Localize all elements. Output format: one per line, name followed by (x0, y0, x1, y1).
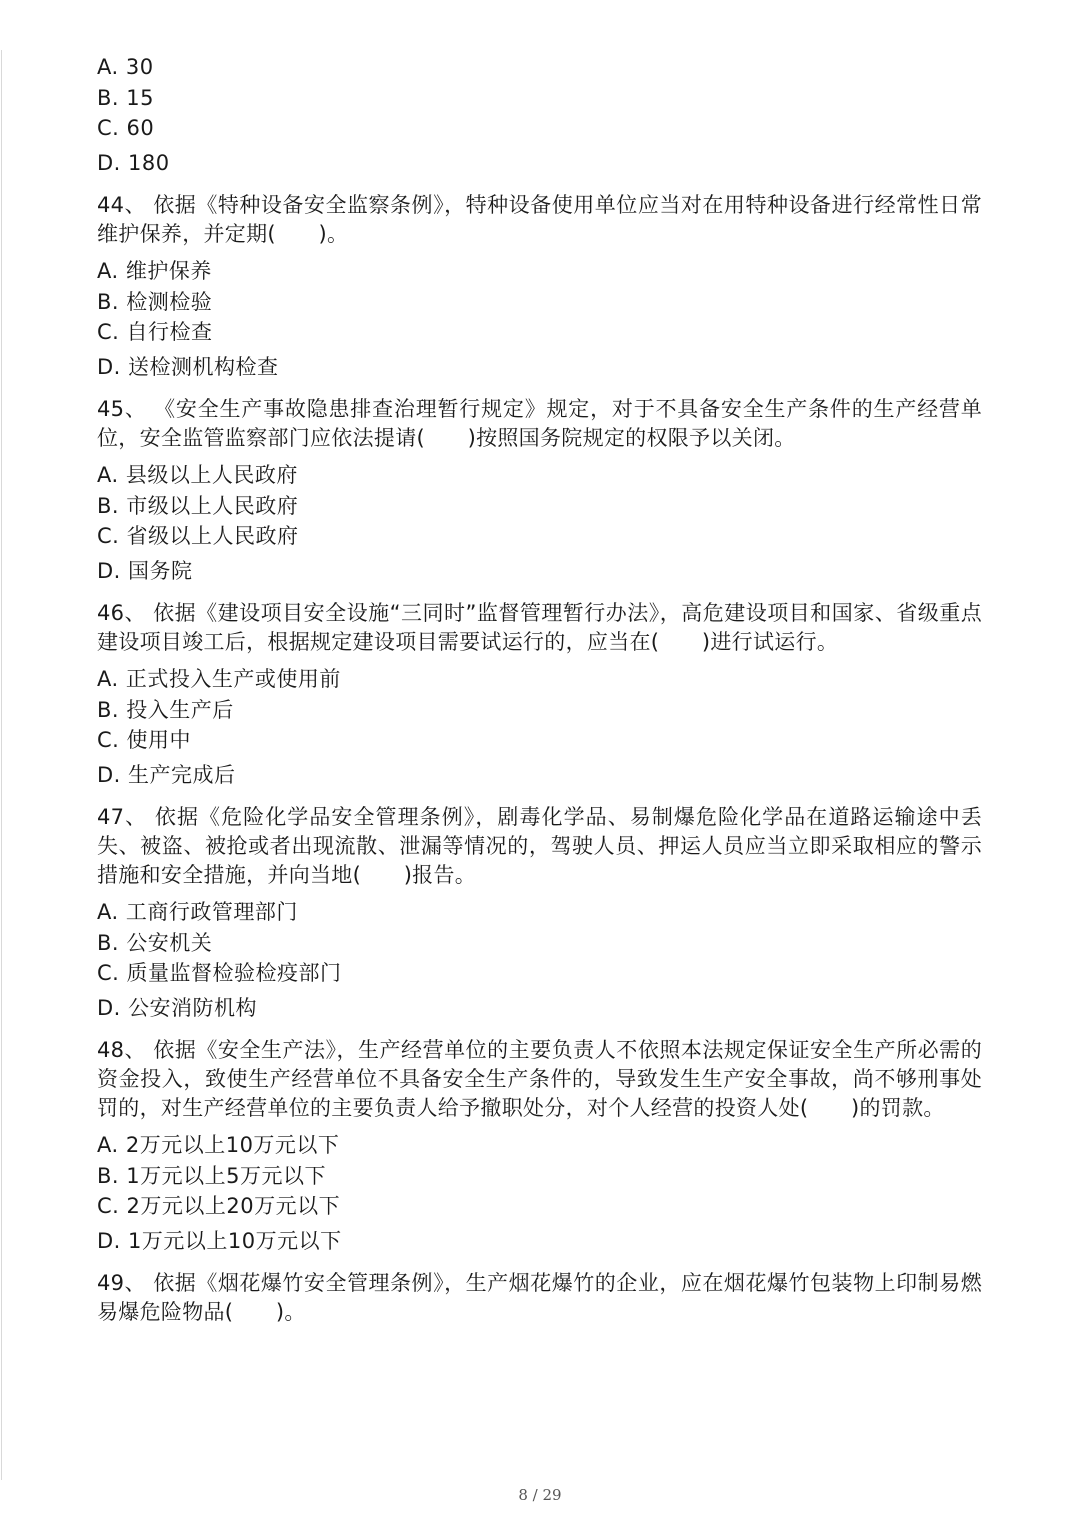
question-stem: 46、 依据《建设项目安全设施“三同时”监督管理暂行办法》，高危建设项目和国家、省级重点建设项目竣工后，根据规定建设项目需要试运行的，应当在( )进行试运行。 (97, 601, 982, 654)
option-b: B. 市级以上人民政府 (97, 493, 299, 518)
option-d: D. 1万元以上10万元以下 (97, 1228, 342, 1253)
option-b: B. 15 (97, 85, 154, 110)
question-stem: 49、 依据《烟花爆竹安全管理条例》，生产烟花爆竹的企业，应在烟花爆竹包装物上印制易燃易爆危险物品( )。 (97, 1271, 982, 1324)
question-46 (97, 599, 982, 790)
option-d: D. 180 (97, 150, 170, 175)
option-c: C. 2万元以上20万元以下 (97, 1194, 341, 1218)
option-c: C. 省级以上人民政府 (97, 524, 299, 548)
option-d: D. 国务院 (97, 558, 193, 583)
question-44 (97, 191, 982, 382)
option-a: A. 县级以上人民政府 (97, 463, 298, 487)
option-c: C. 自行检查 (97, 320, 213, 344)
option-b: B. 投入生产后 (97, 697, 234, 722)
option-c: C. 质量监督检验检疫部门 (97, 961, 342, 985)
question-stem: 47、 依据《危险化学品安全管理条例》，剧毒化学品、易制爆危险化学品在道路运输途中丢失、被盗、被抢或者出现流散、泄漏等情况的，驾驶人员、押运人员应当立即采取相应的警示措施和安全措施，并向当地( )报告。 (97, 805, 982, 887)
question-stem: 48、 依据《安全生产法》，生产经营单位的主要负责人不依照本法规定保证安全生产所必需的资金投入，致使生产经营单位不具备安全生产条件的，导致发生生产安全事故，尚不够刑事处罚的，对生产经营单位的主要负责人给予撤职处分，对个人经营的投资人处( )的罚款。 (97, 1038, 982, 1120)
document-body (97, 52, 982, 1334)
question-49 (97, 1269, 982, 1327)
option-d: D. 公安消防机构 (97, 995, 258, 1020)
page-number: 8 / 29 (518, 1486, 562, 1504)
option-a: A. 30 (97, 55, 154, 79)
option-a: A. 正式投入生产或使用前 (97, 667, 341, 691)
question-stem: 45、 《安全生产事故隐患排查治理暂行规定》规定，对于不具备安全生产条件的生产经营单位，安全监管监察部门应依法提请( )按照国务院规定的权限予以关闭。 (97, 397, 982, 450)
option-a: A. 2万元以上10万元以下 (97, 1133, 340, 1157)
option-d: D. 送检测机构检查 (97, 354, 279, 379)
option-c: C. 60 (97, 116, 155, 140)
question-48 (97, 1036, 982, 1256)
option-b: B. 公安机关 (97, 930, 213, 955)
option-a: A. 工商行政管理部门 (97, 900, 298, 924)
option-b: B. 1万元以上5万元以下 (97, 1163, 326, 1188)
question-47 (97, 803, 982, 1023)
option-b: B. 检测检验 (97, 289, 213, 314)
option-a: A. 维护保养 (97, 259, 212, 283)
page-left-border (1, 50, 2, 1480)
question-43-options (97, 52, 982, 178)
question-stem: 44、 依据《特种设备安全监察条例》，特种设备使用单位应当对在用特种设备进行经常性日常维护保养，并定期( )。 (97, 193, 982, 246)
option-c: C. 使用中 (97, 728, 192, 752)
option-d: D. 生产完成后 (97, 762, 236, 787)
question-45 (97, 395, 982, 586)
